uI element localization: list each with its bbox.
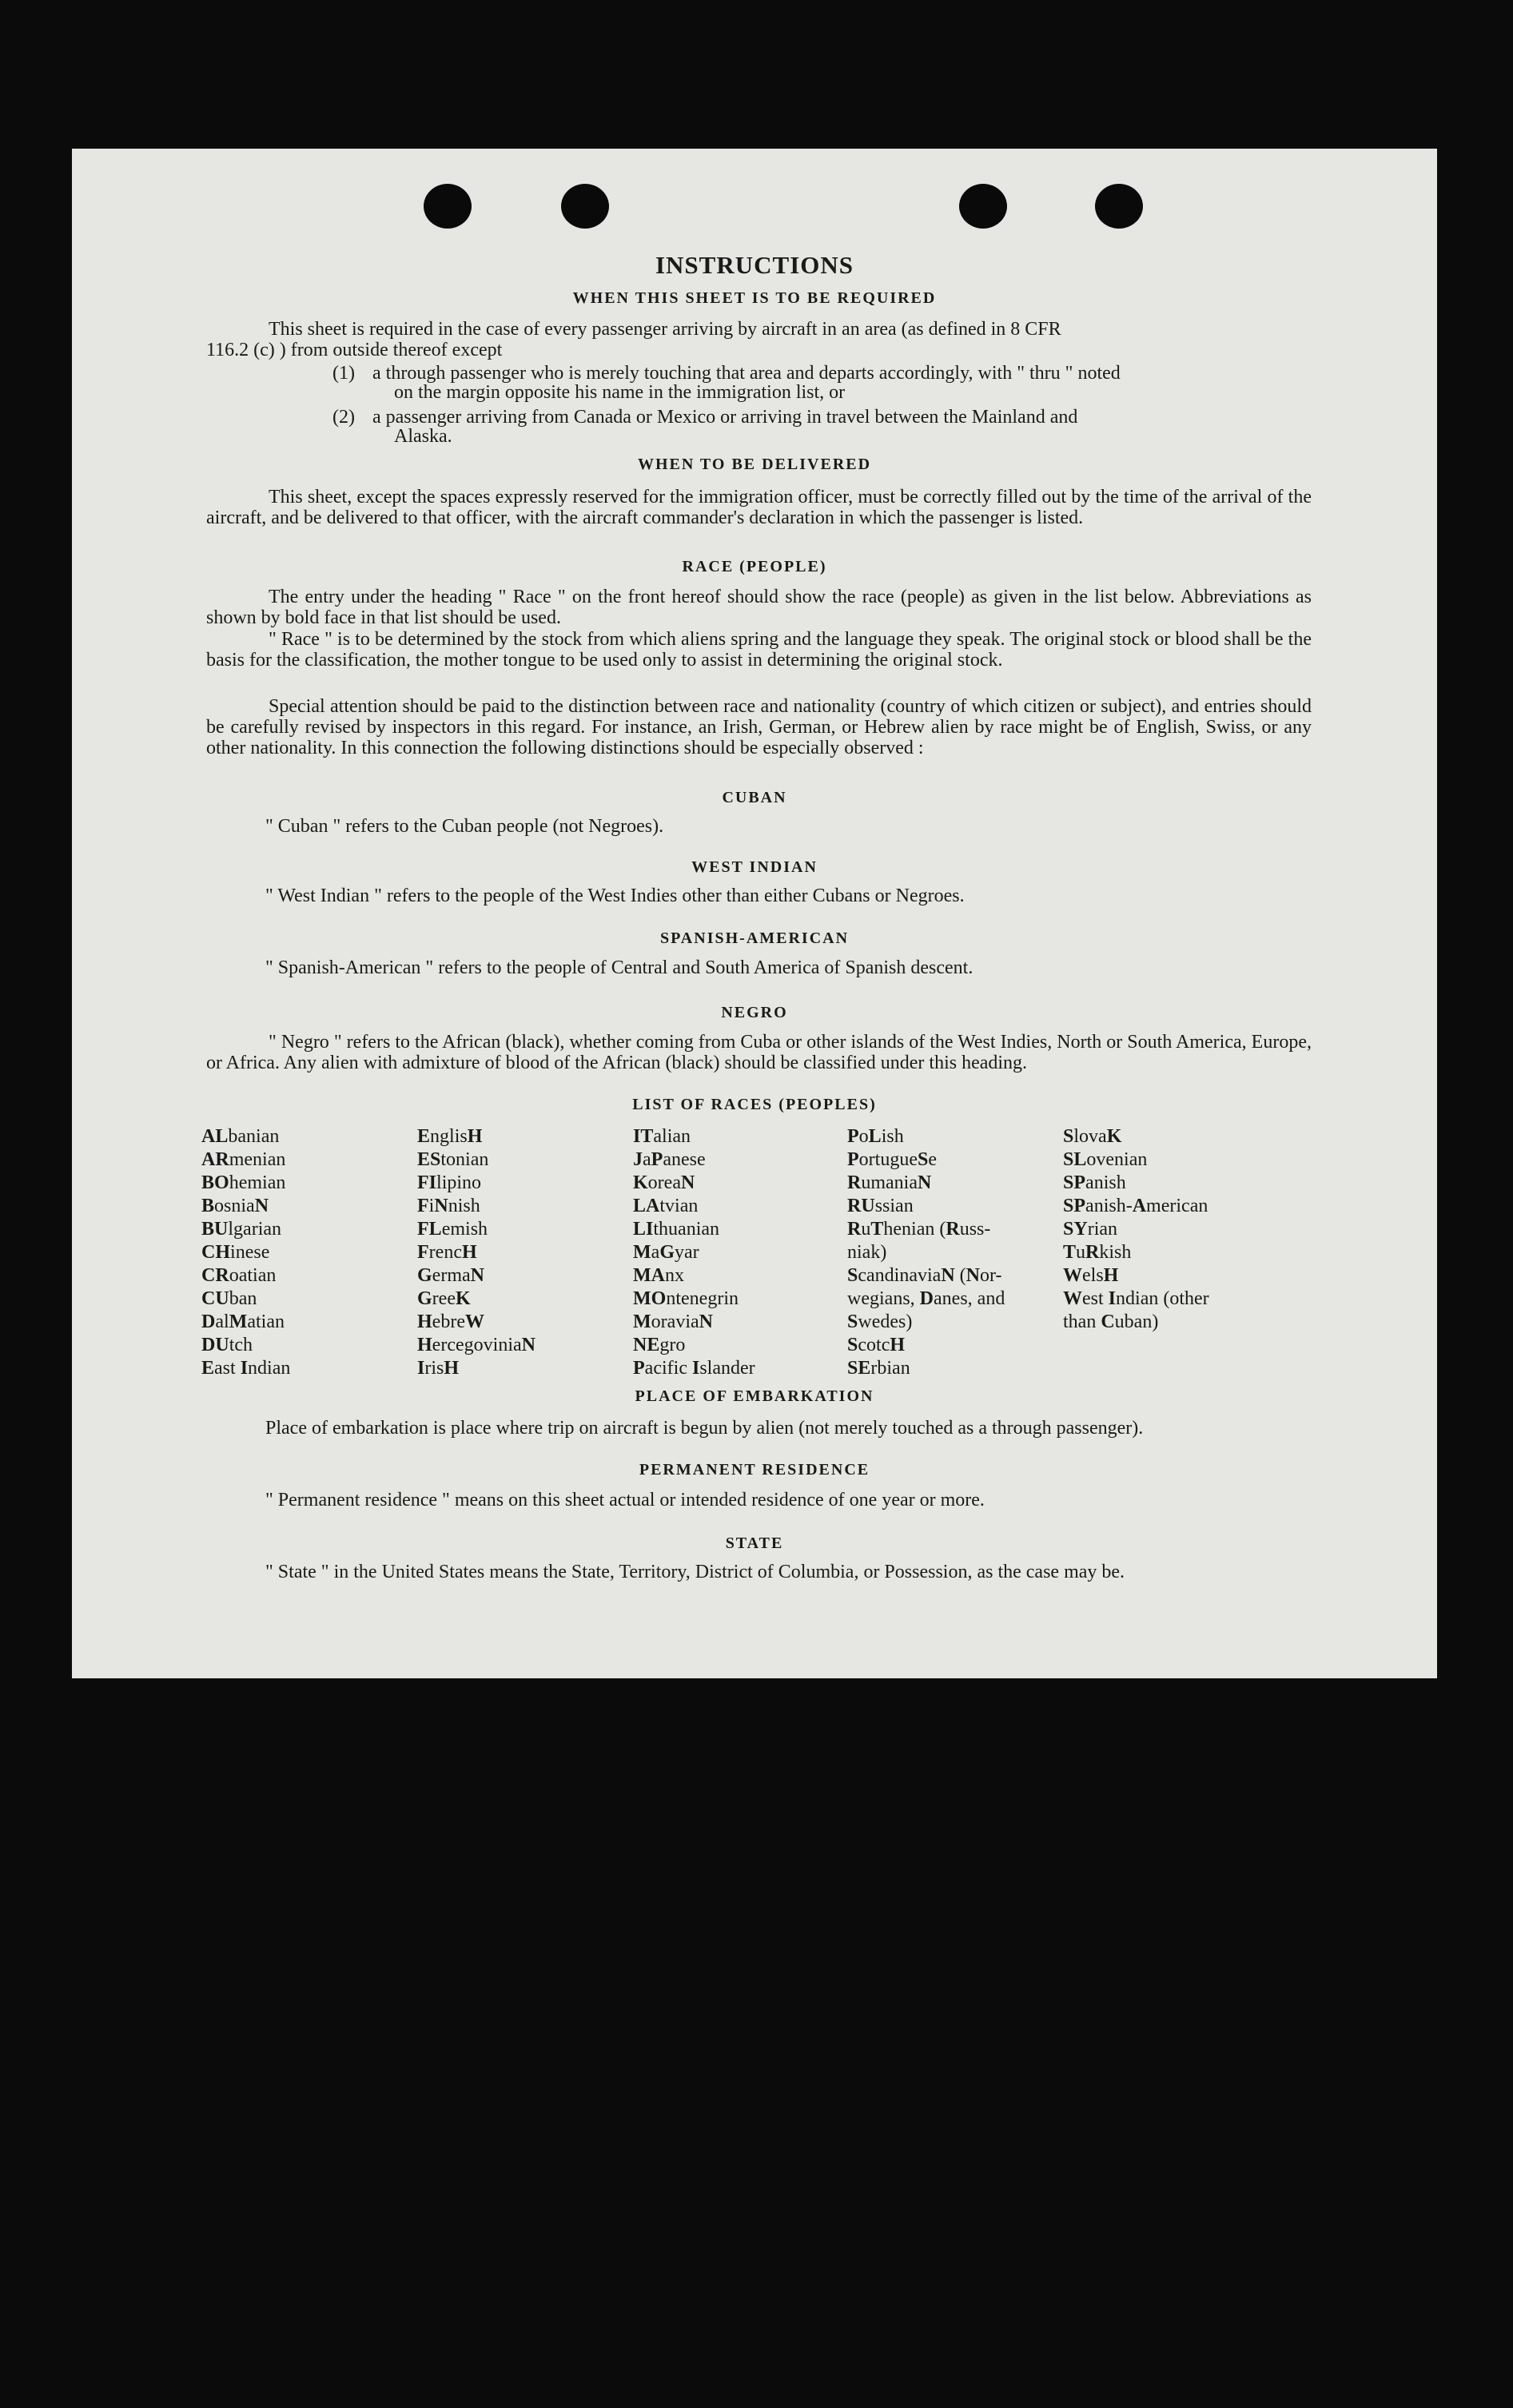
negro-text: " Negro " refers to the African (black), whether coming from Cuba or other islands of the West Indies, North or South America, Europe, or Africa. Any alien with admixture of blood of the African (black) should be classified under this heading. bbox=[206, 1032, 1312, 1073]
race-item: ScotcH bbox=[847, 1335, 906, 1355]
heading-races-list: LIST OF RACES (PEOPLES) bbox=[632, 1096, 877, 1113]
heading-embarkation: PLACE OF EMBARKATION bbox=[635, 1387, 874, 1405]
heading-cuban: CUBAN bbox=[722, 789, 787, 806]
race-item: MoraviaN bbox=[633, 1311, 713, 1332]
race-item: Pacific Islander bbox=[633, 1358, 755, 1379]
heading-race: RACE (PEOPLE) bbox=[682, 558, 827, 575]
heading-state: STATE bbox=[725, 1534, 784, 1552]
page-title: INSTRUCTIONS bbox=[655, 251, 854, 279]
race-item: RumaniaN bbox=[847, 1172, 932, 1193]
race-item: KoreaN bbox=[633, 1172, 695, 1193]
item-1-line-1: a through passenger who is merely touching that area and departs accordingly, with " thru " noted bbox=[372, 363, 1121, 384]
heading-negro: NEGRO bbox=[721, 1004, 788, 1021]
race-item: FIlipino bbox=[417, 1172, 482, 1193]
cuban-text: " Cuban " refers to the Cuban people (not Negroes). bbox=[265, 816, 664, 837]
race-item: BUlgarian bbox=[201, 1219, 282, 1240]
punch-hole bbox=[561, 184, 609, 229]
race-item: SYrian bbox=[1063, 1219, 1118, 1240]
race-item: RUssian bbox=[847, 1196, 914, 1216]
race-item: LAtvian bbox=[633, 1196, 699, 1216]
embarkation-text: Place of embarkation is place where trip on aircraft is begun by alien (not merely touched as a through passenger). bbox=[265, 1418, 1144, 1439]
races-column-5 bbox=[1063, 1125, 1243, 1334]
residence-text: " Permanent residence " means on this sheet actual or intended residence of one year or more. bbox=[265, 1490, 985, 1510]
race-item: SErbian bbox=[847, 1358, 910, 1379]
races-column-3 bbox=[633, 1125, 755, 1380]
intro-line-1: This sheet is required in the case of every passenger arriving by aircraft in an area (as defined in 8 CFR bbox=[269, 319, 1061, 340]
punch-hole bbox=[424, 184, 472, 229]
spanish-american-text: " Spanish-American " refers to the people of Central and South America of Spanish descent. bbox=[265, 957, 973, 978]
races-column-2 bbox=[417, 1125, 536, 1380]
race-item: ALbanian bbox=[201, 1126, 280, 1147]
races-column-1 bbox=[201, 1125, 290, 1380]
race-item: ITalian bbox=[633, 1126, 691, 1147]
race-item: PortugueSe bbox=[847, 1149, 938, 1170]
race-item: MaGyar bbox=[633, 1242, 699, 1263]
intro-line-2: 116.2 (c) ) from outside thereof except bbox=[206, 340, 503, 360]
races-column-4 bbox=[847, 1125, 1043, 1380]
race-item: CRoatian bbox=[201, 1265, 277, 1286]
race-item: BOhemian bbox=[201, 1172, 286, 1193]
race-item: ARmenian bbox=[201, 1149, 286, 1170]
heading-when-delivered: WHEN TO BE DELIVERED bbox=[637, 456, 872, 473]
item-2-line-2: Alaska. bbox=[394, 426, 452, 447]
race-item: GermaN bbox=[417, 1265, 484, 1286]
punch-hole bbox=[959, 184, 1007, 229]
instruction-sheet bbox=[72, 149, 1437, 1678]
race-item: EStonian bbox=[417, 1149, 489, 1170]
race-item: JaPanese bbox=[633, 1149, 706, 1170]
heading-residence: PERMANENT RESIDENCE bbox=[639, 1461, 870, 1479]
race-item: CHinese bbox=[201, 1242, 270, 1263]
race-item: NEgro bbox=[633, 1335, 686, 1355]
punch-hole bbox=[1095, 184, 1143, 229]
item-1-line-2: on the margin opposite his name in the immigration list, or bbox=[394, 382, 846, 403]
race-item: DalMatian bbox=[201, 1311, 285, 1332]
race-paragraph-3: Special attention should be paid to the distinction between race and nationality (country of which citizen or subject), and entries should be carefully revised by inspectors in this regard. For instance, an Irish, German, or Hebrew alien by race might be of English, Swiss, or any other nationality. In this connection the following distinctions should be especially observed : bbox=[206, 696, 1312, 758]
delivered-paragraph: This sheet, except the spaces expressly reserved for the immigration officer, must be correctly filled out by the time of the arrival of the aircraft, and be delivered to that officer, with the aircraft commander's declaration in which the passenger is listed. bbox=[206, 487, 1312, 528]
race-paragraph-2: " Race " is to be determined by the stock from which aliens spring and the language they speak. The original stock or blood shall be the basis for the classification, the mother tongue to be used only to assist in determining the original stock. bbox=[206, 629, 1312, 671]
heading-spanish-american: SPANISH-AMERICAN bbox=[659, 929, 850, 947]
race-item: CUban bbox=[201, 1288, 257, 1309]
race-item: FrencH bbox=[417, 1242, 477, 1263]
race-item: SLovenian bbox=[1063, 1149, 1148, 1170]
race-item: HebreW bbox=[417, 1311, 484, 1332]
race-item: WelsH bbox=[1063, 1265, 1119, 1286]
race-item: FLemish bbox=[417, 1219, 488, 1240]
race-item: SPanish-American bbox=[1063, 1196, 1208, 1216]
heading-west-indian: WEST INDIAN bbox=[691, 858, 818, 876]
race-item: SlovaK bbox=[1063, 1126, 1122, 1147]
race-item: FiNnish bbox=[417, 1196, 480, 1216]
item-1-number: (1) bbox=[332, 363, 355, 384]
race-item: MAnx bbox=[633, 1265, 684, 1286]
race-item: ScandinaviaN (Nor-wegians, Danes, and Swedes) bbox=[847, 1265, 1005, 1332]
race-item: TuRkish bbox=[1063, 1242, 1132, 1263]
race-item: MOntenegrin bbox=[633, 1288, 739, 1309]
item-2-line-1: a passenger arriving from Canada or Mexico or arriving in travel between the Mainland and bbox=[372, 407, 1078, 428]
item-2-number: (2) bbox=[332, 407, 355, 428]
race-item: West Indian (other than Cuban) bbox=[1063, 1288, 1209, 1332]
state-text: " State " in the United States means the State, Territory, District of Columbia, or Possession, as the case may be. bbox=[265, 1562, 1125, 1582]
race-item: IrisH bbox=[417, 1358, 460, 1379]
west-indian-text: " West Indian " refers to the people of the West Indies other than either Cubans or Negroes. bbox=[265, 886, 965, 906]
race-item: East Indian bbox=[201, 1358, 291, 1379]
race-item: PoLish bbox=[847, 1126, 904, 1147]
race-item: HercegoviniaN bbox=[417, 1335, 536, 1355]
race-item: DUtch bbox=[201, 1335, 253, 1355]
race-item: EnglisH bbox=[417, 1126, 483, 1147]
race-item: RuThenian (Russ-niak) bbox=[847, 1219, 991, 1263]
race-item: SPanish bbox=[1063, 1172, 1126, 1193]
race-paragraph-1: The entry under the heading " Race " on the front hereof should show the race (people) as given in the list below. Abbreviations as shown by bold face in that list should be used. bbox=[206, 587, 1312, 628]
heading-when-required: WHEN THIS SHEET IS TO BE REQUIRED bbox=[572, 289, 937, 307]
race-item: BosniaN bbox=[201, 1196, 269, 1216]
race-item: LIthuanian bbox=[633, 1219, 720, 1240]
race-item: GreeK bbox=[417, 1288, 471, 1309]
